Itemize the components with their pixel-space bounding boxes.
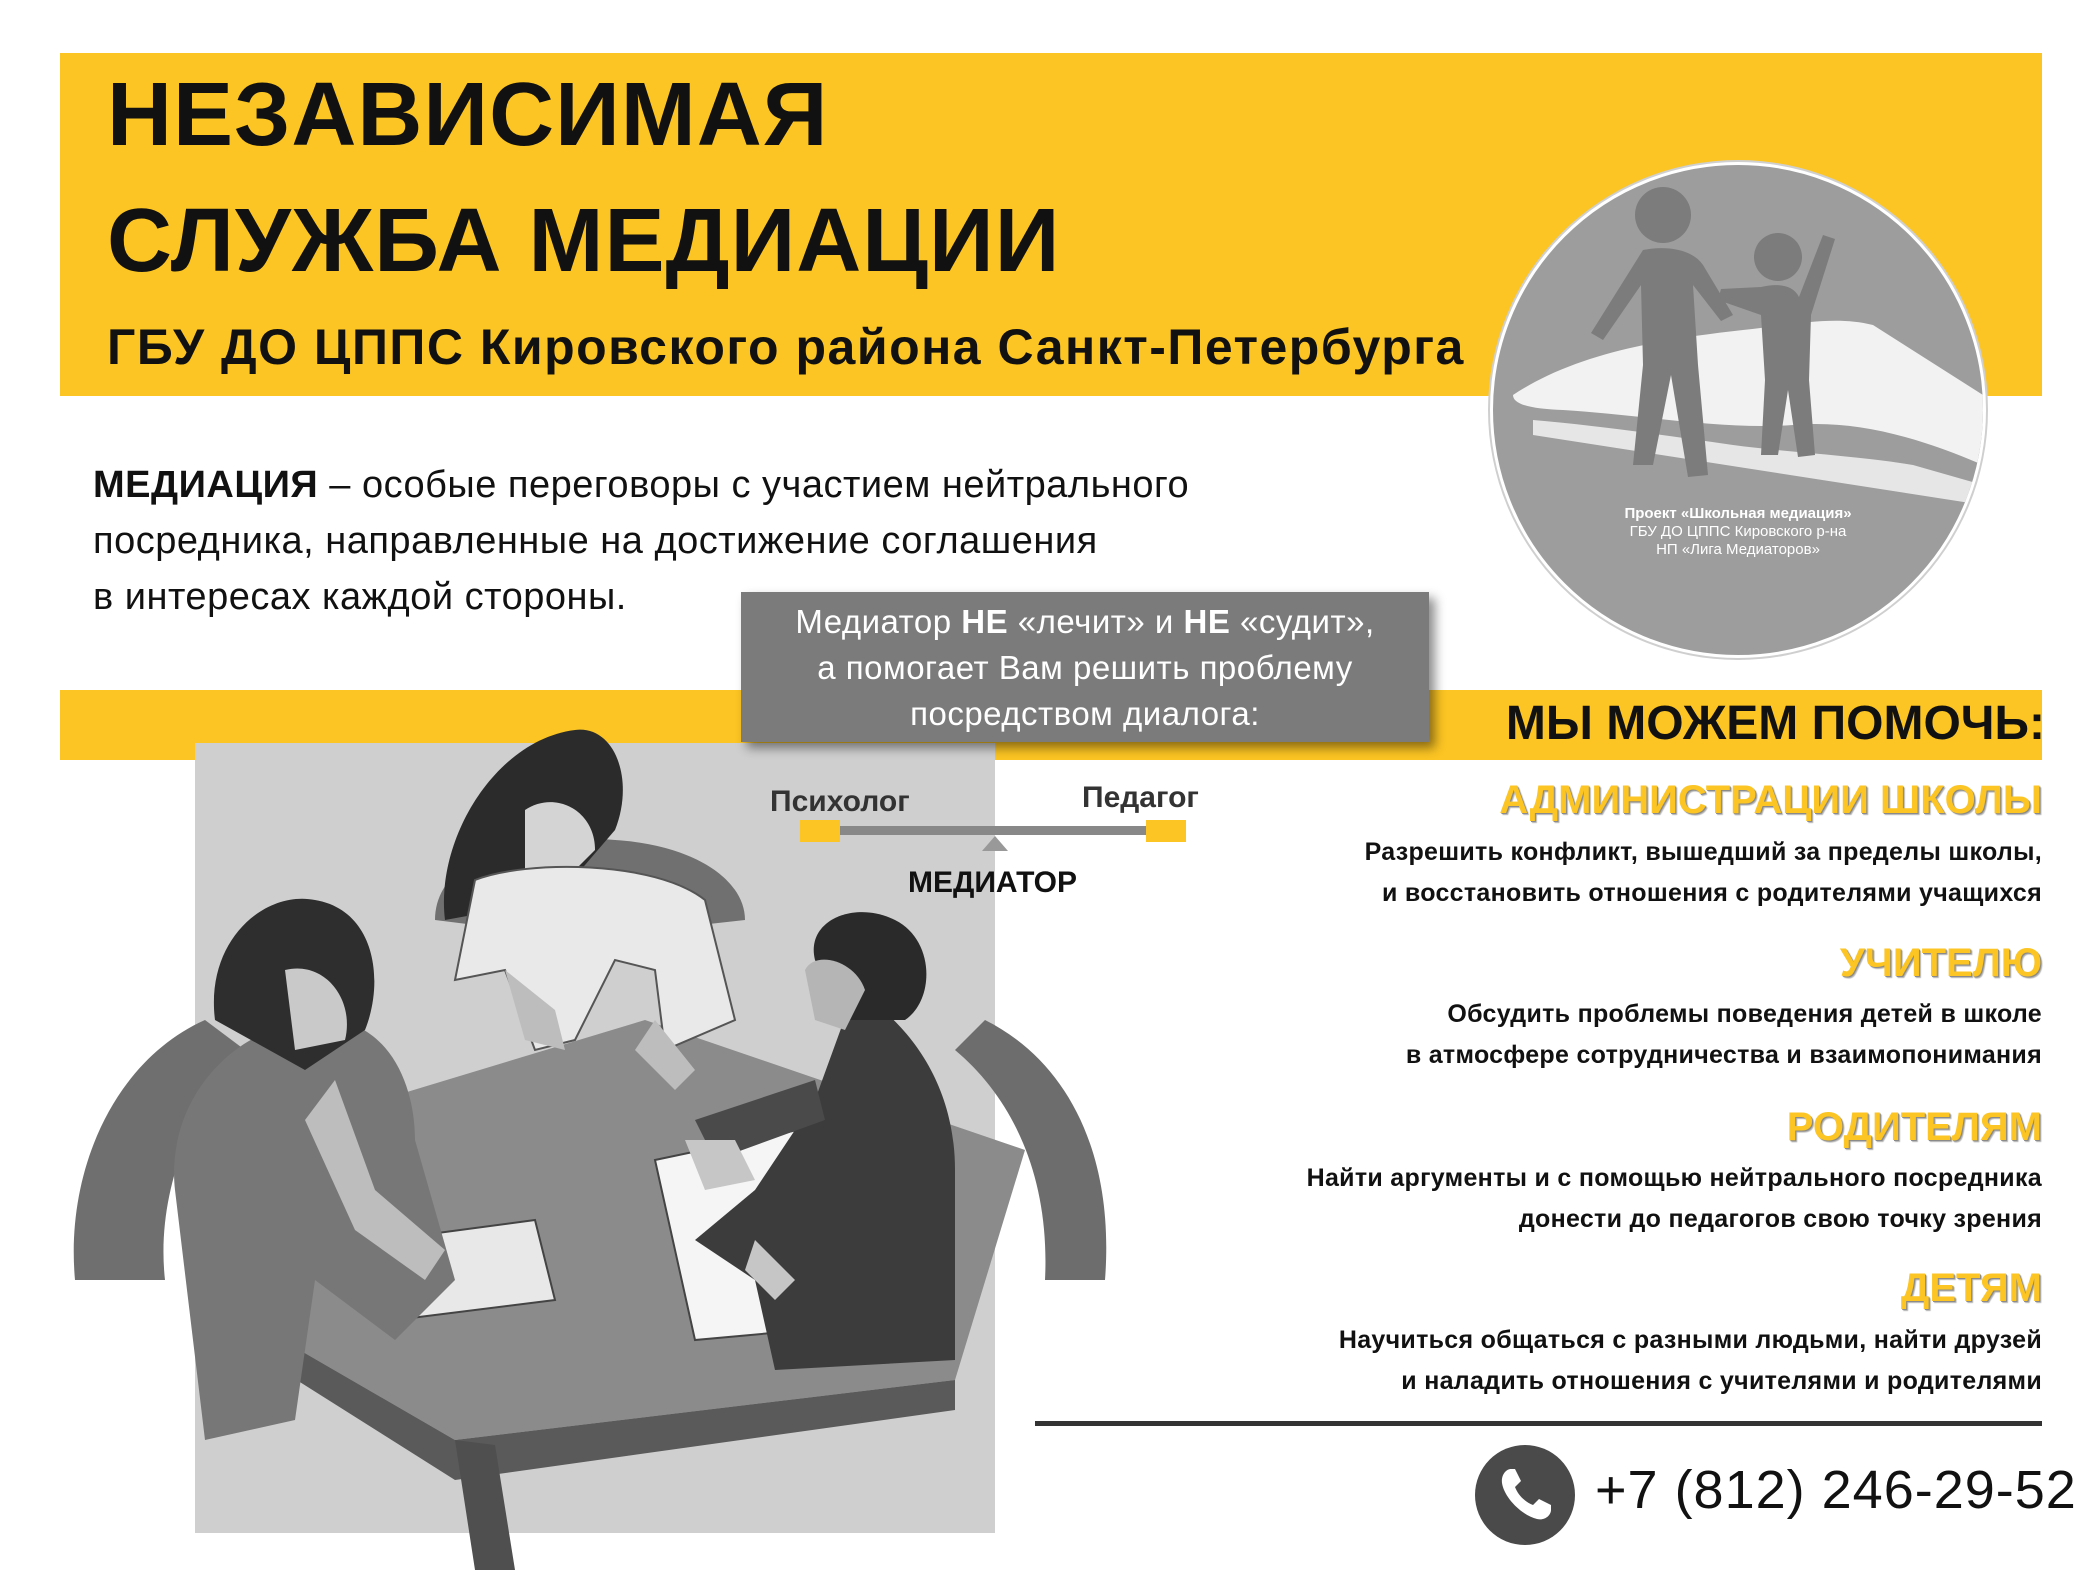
- balance-scale: [800, 808, 1190, 868]
- definition-term: МЕДИАЦИЯ: [93, 464, 319, 506]
- callout-line-2: а помогает Вам решить проблему: [817, 649, 1353, 686]
- audience-desc-administration: [1200, 832, 2042, 914]
- audience-desc-line: Обсудить проблемы поведения детей в школе: [1447, 1000, 2042, 1028]
- logo-caption-line1: Проект «Школьная медиация»: [1624, 505, 1852, 522]
- callout-text-a: Медиатор: [795, 603, 962, 640]
- audience-desc-line: Разрешить конфликт, вышедший за пределы школы,: [1364, 838, 2042, 866]
- audience-title-children: ДЕТЯМ: [1900, 1266, 2042, 1310]
- scale-beam: [840, 826, 1146, 835]
- title-line-2: СЛУЖБА МЕДИАЦИИ: [107, 191, 1061, 291]
- definition-line-2: посредника, направленные на достижение соглашения: [93, 520, 1098, 562]
- audience-desc-line: и наладить отношения с учителями и родителями: [1401, 1367, 2042, 1395]
- audience-title-teacher: УЧИТЕЛЮ: [1839, 941, 2042, 985]
- project-logo: [1490, 162, 1986, 658]
- logo-caption-line3: НП «Лига Медиаторов»: [1656, 541, 1820, 558]
- logo-caption: [1493, 505, 1983, 559]
- contact-divider: [1035, 1421, 2042, 1426]
- callout-line-1: [741, 599, 1429, 645]
- definition-line-1: [93, 457, 1413, 513]
- title-line-1: НЕЗАВИСИМАЯ: [107, 65, 829, 165]
- organization-subtitle: ГБУ ДО ЦППС Кировского района Санкт-Петербурга: [107, 319, 1465, 375]
- audience-desc-line: и восстановить отношения с родителями учащихся: [1381, 879, 2042, 907]
- psychologist-label: Психолог: [770, 785, 910, 818]
- callout-text-c: «лечит» и: [1008, 603, 1184, 640]
- audience-desc-line: донести до педагогов свою точку зрения: [1518, 1205, 2042, 1233]
- audience-desc-teacher: [1200, 994, 2042, 1076]
- callout-not-1: НЕ: [961, 603, 1009, 640]
- audience-desc-children: [1200, 1320, 2042, 1402]
- scale-fulcrum: [982, 836, 1008, 851]
- teacher-label: Педагог: [1082, 781, 1199, 814]
- mediator-label: МЕДИАТОР: [908, 866, 1078, 899]
- audience-desc-parents: [1150, 1158, 2042, 1240]
- logo-graphic: [1493, 165, 1983, 655]
- callout-not-2: НЕ: [1183, 603, 1231, 640]
- phone-number[interactable]: +7 (812) 246-29-52: [1595, 1460, 2077, 1520]
- scale-right-weight: [1146, 820, 1186, 842]
- phone-icon: [1475, 1445, 1575, 1545]
- definition-text-1: – особые переговоры с участием нейтрального: [318, 464, 1190, 506]
- audience-title-administration: АДМИНИСТРАЦИИ ШКОЛЫ: [1499, 778, 2042, 822]
- audience-desc-line: Найти аргументы и с помощью нейтрального посредника: [1306, 1164, 2042, 1192]
- audience-desc-line: Научиться общаться с разными людьми, найти друзей: [1338, 1326, 2042, 1354]
- callout-line-3: посредством диалога:: [910, 695, 1260, 732]
- scale-left-weight: [800, 820, 840, 842]
- logo-caption-line2: ГБУ ДО ЦППС Кировского р-на: [1629, 523, 1847, 540]
- callout-text-e: «судит»,: [1230, 603, 1375, 640]
- mediator-callout: [741, 592, 1429, 742]
- phone-handset-icon: [1475, 1445, 1575, 1545]
- definition-line-3: в интересах каждой стороны.: [93, 576, 627, 618]
- audience-desc-line: в атмосфере сотрудничества и взаимопонимания: [1405, 1041, 2042, 1069]
- audience-title-parents: РОДИТЕЛЯМ: [1786, 1105, 2042, 1149]
- help-heading: МЫ МОЖЕМ ПОМОЧЬ:: [1505, 697, 2045, 750]
